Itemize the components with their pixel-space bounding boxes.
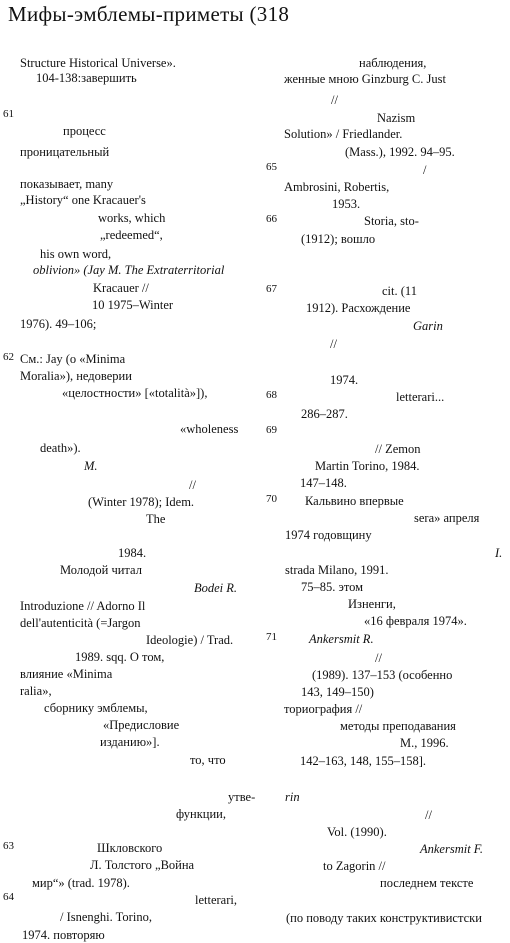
text-line: Кальвино впервые — [305, 494, 404, 508]
text-line: Storia, sto- — [364, 214, 419, 228]
text-line: влияние «Minima — [20, 667, 113, 681]
text-line: // — [330, 337, 337, 351]
text-line: 1989. sqq. О том, — [75, 650, 165, 664]
text-line: то, что — [190, 753, 226, 767]
text-line: мир“» (trad. 1978). — [32, 876, 130, 890]
text-line: sera» апреля — [414, 511, 480, 525]
footnote-number: 70 — [266, 493, 277, 505]
text-line: letterari... — [396, 390, 445, 404]
footnote-number: 65 — [266, 161, 277, 173]
text-line: works, which — [98, 211, 166, 225]
text-line: Шкловского — [97, 841, 163, 855]
text-line: 142–163, 148, 155–158]. — [300, 754, 427, 768]
text-line: ralia», — [20, 684, 52, 698]
text-line: // — [375, 651, 382, 665]
text-line: Ideologie) / Trad. — [146, 633, 234, 647]
text-line: rin — [285, 790, 300, 804]
running-header: Мифы-эмблемы-приметы (318 — [8, 2, 290, 26]
text-line: 1953. — [332, 197, 361, 211]
text-line: показывает, many — [20, 177, 114, 191]
text-line: Introduzione // Adorno Il — [20, 599, 146, 613]
text-line: Л. Толстого „Война — [90, 858, 195, 872]
text-line: Молодой читал — [60, 563, 142, 577]
text-line: „redeemed“, — [100, 228, 163, 242]
text-line: The — [146, 512, 166, 526]
text-line: 1976). 49–106; — [20, 317, 97, 331]
text-line: dell'autenticità (=Jargon — [20, 616, 141, 630]
text-line: letterari, — [195, 893, 237, 907]
text-line: Изненги, — [348, 597, 396, 611]
text-line: 147–148. — [300, 476, 347, 490]
text-line: oblivion» (Jay M. The Extraterritorial — [33, 263, 225, 277]
text-line: Kracauer // — [93, 281, 149, 295]
text-line: утве- — [228, 790, 256, 804]
text-line: 1974. повторяю — [22, 928, 105, 942]
text-line: 1984. — [118, 546, 147, 560]
footnote-number: 64 — [3, 891, 14, 903]
text-line: «16 февраля 1974». — [364, 614, 467, 628]
text-line: «Предисловие — [103, 718, 180, 732]
text-line: Ambrosini, Robertis, — [284, 180, 390, 194]
text-line: М., 1996. — [400, 736, 449, 750]
text-line: Solution» / Friedlander. — [284, 127, 403, 141]
text-line: 104-138:завершить — [36, 71, 137, 85]
text-line: (по поводу таких конструктивистски — [286, 911, 482, 925]
text-line: ториография // — [284, 702, 363, 716]
text-line: 75–85. этом — [301, 580, 364, 594]
text-line: проницательный — [20, 145, 110, 159]
text-line: Structure Historical Universe». — [20, 56, 176, 70]
text-line: strada Milano, 1991. — [285, 563, 389, 577]
text-line: I. — [495, 546, 503, 560]
text-line: to Zagorin // — [323, 859, 386, 873]
text-line: death»). — [40, 441, 81, 455]
text-line: Martin Torino, 1984. — [315, 459, 420, 473]
footnote-number: 66 — [266, 213, 277, 225]
text-line: his own word, — [40, 247, 112, 261]
text-line: 1974. — [330, 373, 359, 387]
text-line: // — [425, 808, 432, 822]
text-line: // Zemon — [375, 442, 421, 456]
text-line: M. — [84, 459, 98, 473]
footnote-number: 69 — [266, 424, 277, 436]
text-line: / Isnenghi. Torino, — [60, 910, 152, 924]
text-line: методы преподавания — [340, 719, 456, 733]
text-line: Moralia»), недоверии — [20, 369, 132, 383]
text-line: См.: Jay (о «Minima — [20, 352, 126, 366]
text-line: 1974 годовщину — [285, 528, 372, 542]
text-line: «целостности» [«totalità»]), — [62, 386, 208, 400]
text-line: // — [331, 93, 338, 107]
text-line: (1989). 137–153 (особенно — [312, 668, 453, 682]
text-line: наблюдения, — [359, 56, 427, 70]
text-line: (Mass.), 1992. 94–95. — [345, 145, 455, 159]
text-line: cit. (11 — [382, 284, 417, 298]
text-line: / — [423, 163, 427, 177]
footnote-number: 62 — [3, 351, 14, 363]
footnote-number: 67 — [266, 283, 277, 295]
text-line: Nazism — [377, 111, 416, 125]
text-line: (1912); вошло — [301, 232, 376, 246]
text-line: (Winter 1978); Idem. — [88, 495, 195, 509]
text-line: Garin — [413, 319, 443, 333]
footnote-number: 61 — [3, 108, 14, 120]
text-line: женные мною Ginzburg C. Just — [284, 72, 446, 86]
footnote-number: 71 — [266, 631, 277, 643]
text-line: сборнику эмблемы, — [44, 701, 148, 715]
text-line: Vol. (1990). — [327, 825, 387, 839]
text-line: // — [189, 478, 196, 492]
text-line: функции, — [176, 807, 226, 821]
text-line: „History“ one Kracauer's — [20, 193, 146, 207]
text-line: изданию»]. — [100, 735, 160, 749]
text-line: процесс — [63, 124, 106, 138]
text-line: «wholeness — [180, 422, 239, 436]
text-line: Ankersmit R. — [309, 632, 374, 646]
text-line: 10 1975–Winter — [92, 298, 174, 312]
footnote-number: 63 — [3, 840, 14, 852]
text-line: 1912). Расхождение — [306, 301, 411, 315]
text-line: последнем тексте — [380, 876, 474, 890]
text-line: Ankersmit F. — [420, 842, 483, 856]
footnote-number: 68 — [266, 389, 277, 401]
text-line: 286–287. — [301, 407, 348, 421]
text-line: 143, 149–150) — [301, 685, 374, 699]
text-line: Bodei R. — [194, 581, 238, 595]
